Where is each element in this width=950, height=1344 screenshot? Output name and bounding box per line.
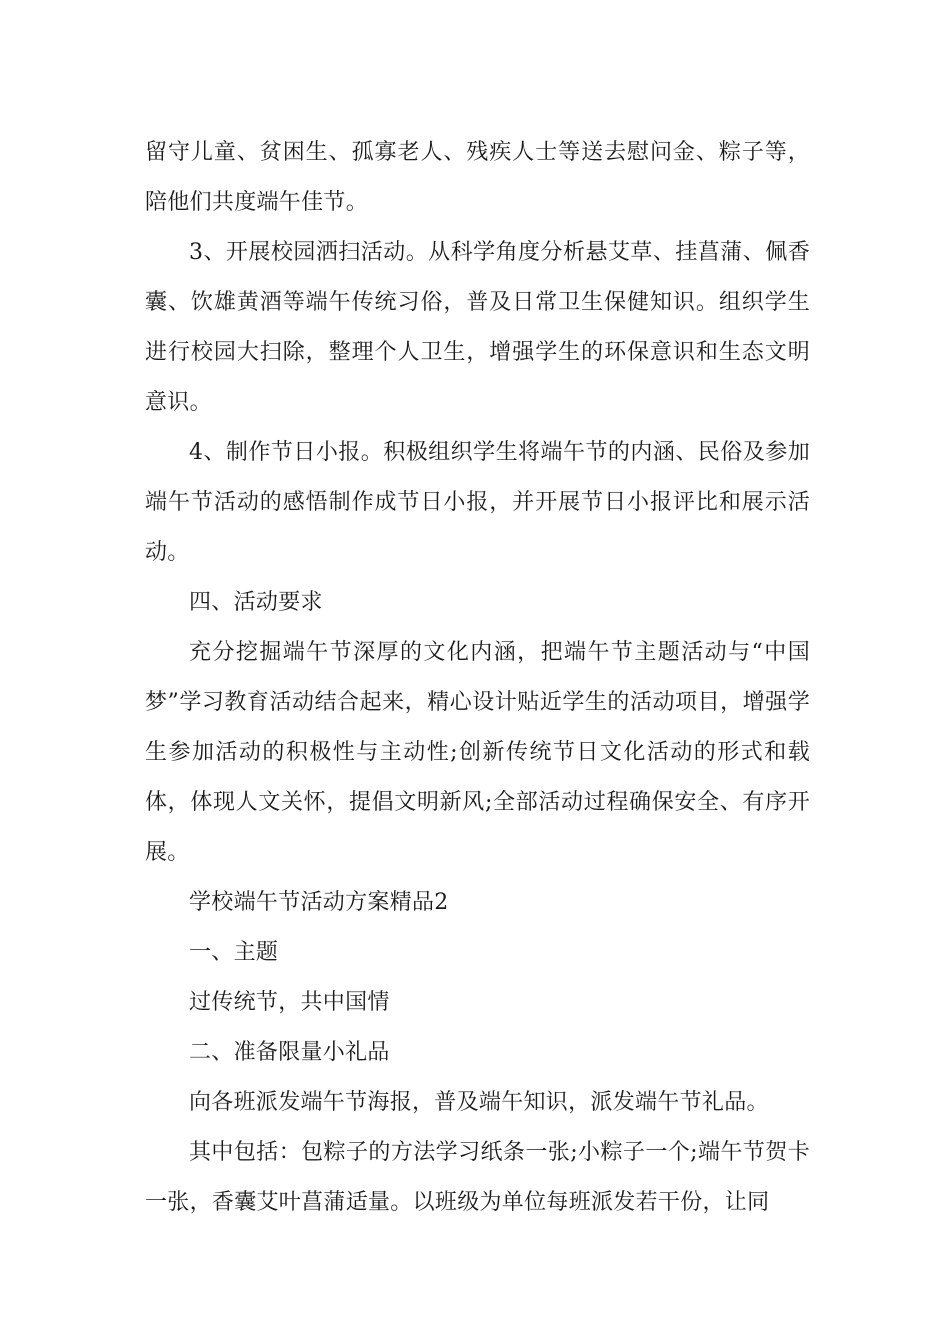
section-heading: 二、准备限量小礼品	[189, 1040, 390, 1065]
document-title: 学校端午节活动方案精品2	[189, 890, 449, 915]
paragraph: 3、开展校园洒扫活动。从科学角度分析悬艾草、挂菖蒲、佩香囊、饮雄黄酒等端午传统习俗，普及日常卫生保健知识。组织学生进行校园大扫除，整理个人卫生，增强学生的环保意识和生态文明意识。	[145, 240, 810, 415]
paragraph: 其中包括：包粽子的方法学习纸条一张;小粽子一个;端午节贺卡一张，香囊艾叶菖蒲适量。以班级为单位每班派发若干份，让同	[145, 1140, 810, 1215]
paragraph: 过传统节，共中国情	[189, 990, 390, 1015]
paragraph: 向各班派发端午节海报，普及端午知识，派发端午节礼品。	[189, 1090, 769, 1115]
paragraph: 充分挖掘端午节深厚的文化内涵，把端午节主题活动与“中国梦”学习教育活动结合起来，精心设计贴近学生的活动项目，增强学生参加活动的积极性与主动性;创新传统节日文化活动的形式和载体，体现人文关怀，提倡文明新风;全部活动过程确保安全、有序开展。	[145, 640, 810, 865]
section-heading: 一、主题	[189, 940, 279, 965]
section-heading: 四、活动要求	[189, 590, 323, 615]
paragraph: 留守儿童、贫困生、孤寡老人、残疾人士等送去慰问金、粽子等，陪他们共度端午佳节。	[145, 140, 810, 215]
document-body	[145, 128, 810, 1228]
paragraph: 4、制作节日小报。积极组织学生将端午节的内涵、民俗及参加端午节活动的感悟制作成节日小报，并开展节日小报评比和展示活动。	[145, 440, 810, 565]
